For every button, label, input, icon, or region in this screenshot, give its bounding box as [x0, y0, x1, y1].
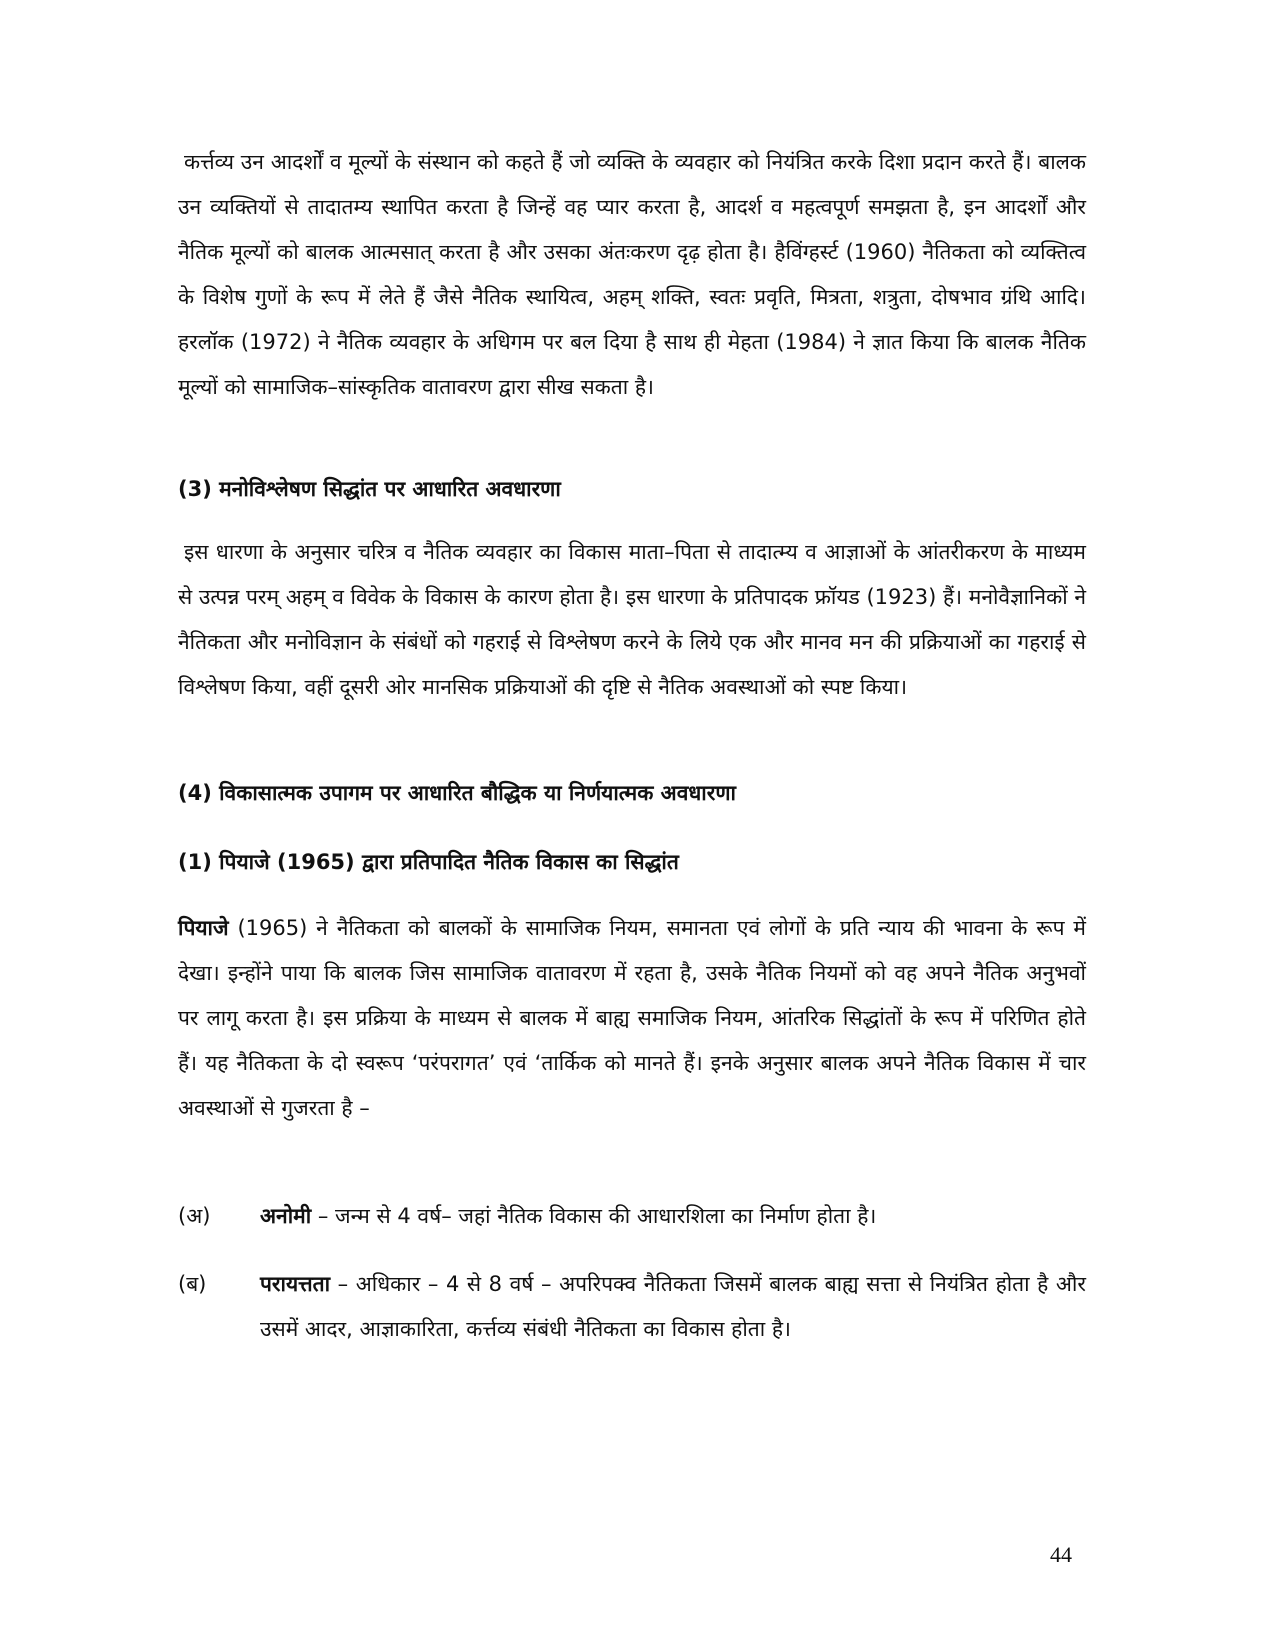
list-item — [178, 1194, 1086, 1244]
list-text: – जन्म से 4 वर्ष– जहां नैतिक विकास की आधारशिला का निर्माण होता है। — [311, 1204, 877, 1228]
paragraph-piaget — [178, 906, 1086, 1131]
paragraph-duty-ideals: कर्त्तव्य उन आदर्शों व मूल्यों के संस्थान को कहते हैं जो व्यक्ति के व्यवहार को नियंत्रित करके दिशा प्रदान करते हैं। बालक उन व्यक्तियों से तादातम्य स्थापित करता है जिन्हें वह प्यार करता है, आदर्श व महत्वपूर्ण समझता है, इन आदर्शों और नैतिक मूल्यों को बालक आत्मसात् करता है और उसका अंतःकरण दृढ़ होता है। हैविंग्हर्स्ट (1960) नैतिकता को व्यक्तित्व के विशेष गुणों के रूप में लेते हैं जैसे नैतिक स्थायित्व, अहम् शक्ति, स्वतः प्रवृति, मित्रता, शत्रुता, दोषभाव ग्रंथि आदि। हरलॉक (1972) ने नैतिक व्यवहार के अधिगम पर बल दिया है साथ ही मेहता (1984) ने ज्ञात किया कि बालक नैतिक मूल्यों को सामाजिक–सांस्कृतिक वातावरण द्वारा सीख सकता है। — [178, 150, 1086, 399]
heading-psychoanalysis: (3) मनोविश्लेषण सिद्धांत पर आधारित अवधारणा — [178, 477, 561, 501]
heading-developmental: (4) विकासात्मक उपागम पर आधारित बौद्धिक या निर्णयात्मक अवधारणा — [178, 781, 736, 805]
list-term: परायत्तता — [260, 1272, 331, 1296]
list-term: अनोमी — [260, 1204, 312, 1228]
list-marker: (अ) — [178, 1204, 211, 1228]
paragraph-piaget-text: (1965) ने नैतिकता को बालकों के सामाजिक नियम, समानता एवं लोगों के प्रति न्याय की भावना के रूप में देखा। इन्होंने पाया कि बालक जिस सामाजिक वातावरण में रहता है, उसके नैतिक नियमों को वह अपने नैतिक अनुभवों पर लागू करता है। इस प्रक्रिया के माध्यम से बालक में बाह्य समाजिक नियम, आंतरिक सिद्धांतों के रूप में परिणित होते हैं। यह नैतिकता के दो स्वरूप ‘परंपरागत’ एवं ‘तार्किक को मानते हैं। इनके अनुसार बालक अपने नैतिक विकास में चार अवस्थाओं से गुजरता है – — [178, 916, 1086, 1120]
page-number: 44 — [1050, 1542, 1072, 1567]
list-marker: (ब) — [178, 1272, 207, 1296]
list-item — [178, 1262, 1086, 1402]
heading-piaget: (1) पियाजे (1965) द्वारा प्रतिपादित नैतिक विकास का सिद्धांत — [178, 850, 679, 874]
list-body — [260, 1262, 1086, 1352]
list-body — [260, 1194, 1086, 1239]
list-text: – अधिकार – 4 से 8 वर्ष – अपरिपक्व नैतिकता जिसमें बालक बाह्य सत्ता से नियंत्रित होता है और उसमें आदर, आज्ञाकारिता, कर्त्तव्य संबंधी नैतिकता का विकास होता है। — [260, 1272, 1086, 1341]
paragraph-psychoanalysis: इस धारणा के अनुसार चरित्र व नैतिक व्यवहार का विकास माता–पिता से तादात्म्य व आज्ञाओं के आंतरीकरण के माध्यम से उत्पन्न परम् अहम् व विवेक के विकास के कारण होता है। इस धारणा के प्रतिपादक फ्रॉयड (1923) हैं। मनोवैज्ञानिकों ने नैतिकता और मनोविज्ञान के संबंधों को गहराई से विश्लेषण करने के लिये एक और मानव मन की प्रक्रियाओं का गहराई से विश्लेषण किया, वहीं दूसरी ओर मानसिक प्रक्रियाओं की दृष्टि से नैतिक अवस्थाओं को स्पष्ट किया। — [178, 540, 1086, 699]
piaget-name: पियाजे — [178, 916, 229, 940]
